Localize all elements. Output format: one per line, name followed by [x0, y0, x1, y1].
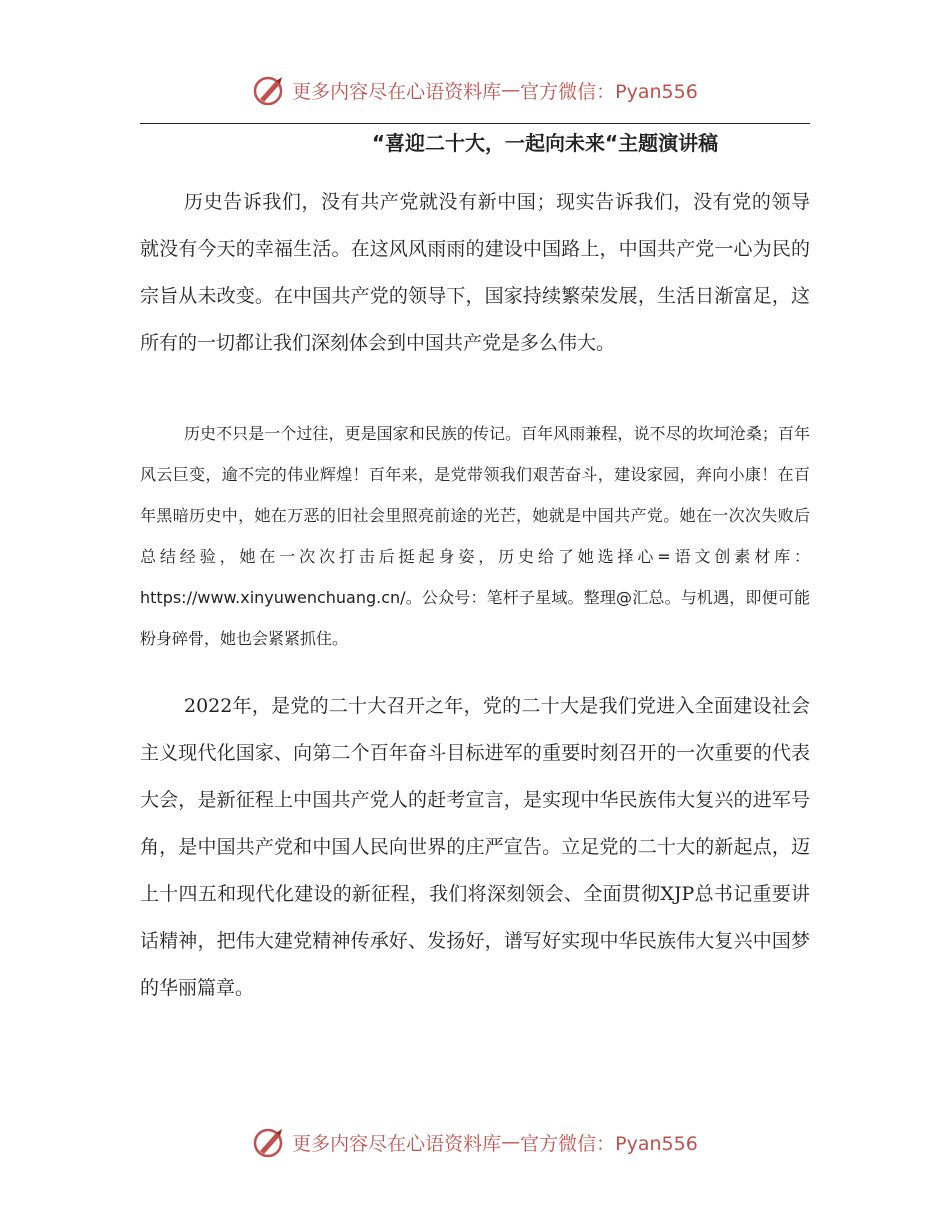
paragraph-1: 历史告诉我们，没有共产党就没有新中国；现实告诉我们，没有党的领导就没有今天的幸福生活。在这风风雨雨的建设中国路上，中国共产党一心为民的宗旨从未改变。在中国共产党的领导下，国家持续繁荣发展，生活日渐富足，这所有的一切都让我们深刻体会到中国共产党是多么伟大。	[140, 191, 810, 354]
header-brand: 更多内容尽在心语资料库	[292, 80, 502, 103]
page-footer	[0, 1122, 950, 1162]
header-contact: 官方微信：Pyan556	[520, 80, 698, 103]
pen-logo-icon	[252, 1125, 286, 1159]
footer-separator: —	[501, 1131, 521, 1153]
header-separator: —	[501, 79, 521, 101]
pen-logo-icon	[252, 73, 286, 107]
footer-contact: 官方微信：Pyan556	[520, 1132, 698, 1155]
page-header	[0, 70, 950, 110]
paragraph-3: 2022年，是党的二十大召开之年，党的二十大是我们党进入全面建设社会主义现代化国家、向第二个百年奋斗目标进军的重要时刻召开的一次重要的代表大会，是新征程上中国共产党人的赶考宣言，是实现中华民族伟大复兴的进军号角，是中国共产党和中国人民向世界的庄严宣告。立足党的二十大的新起点，迈上十四五和现代化建设的新征程，我们将深刻领会、全面贯彻XJP总书记重要讲话精神，把伟大建党精神传承好、发扬好，谱写好实现中华民族伟大复兴中国梦的华丽篇章。	[140, 695, 810, 999]
paragraph-2: 历史不只是一个过往，更是国家和民族的传记。百年风雨兼程，说不尽的坎坷沧桑；百年风云巨变，逾不完的伟业辉煌！百年来，是党带领我们艰苦奋斗，建设家园，奔向小康！在百年黑暗历史中，她在万恶的旧社会里照亮前途的光芒，她就是中国共产党。她在一次次失败后总结经验，她在一次次打击后挺起身姿，历史给了她选择心=语文创素材库：https://www.xinyuwenchuang.cn/。公众号：笔杆子星域。整理@汇总。与机遇，即便可能粉身碎骨，她也会紧紧抓住。	[140, 424, 810, 648]
document-title: “喜迎二十大，一起向未来“主题演讲稿	[371, 131, 719, 155]
header-divider	[140, 123, 810, 124]
footer-brand: 更多内容尽在心语资料库	[292, 1132, 502, 1155]
